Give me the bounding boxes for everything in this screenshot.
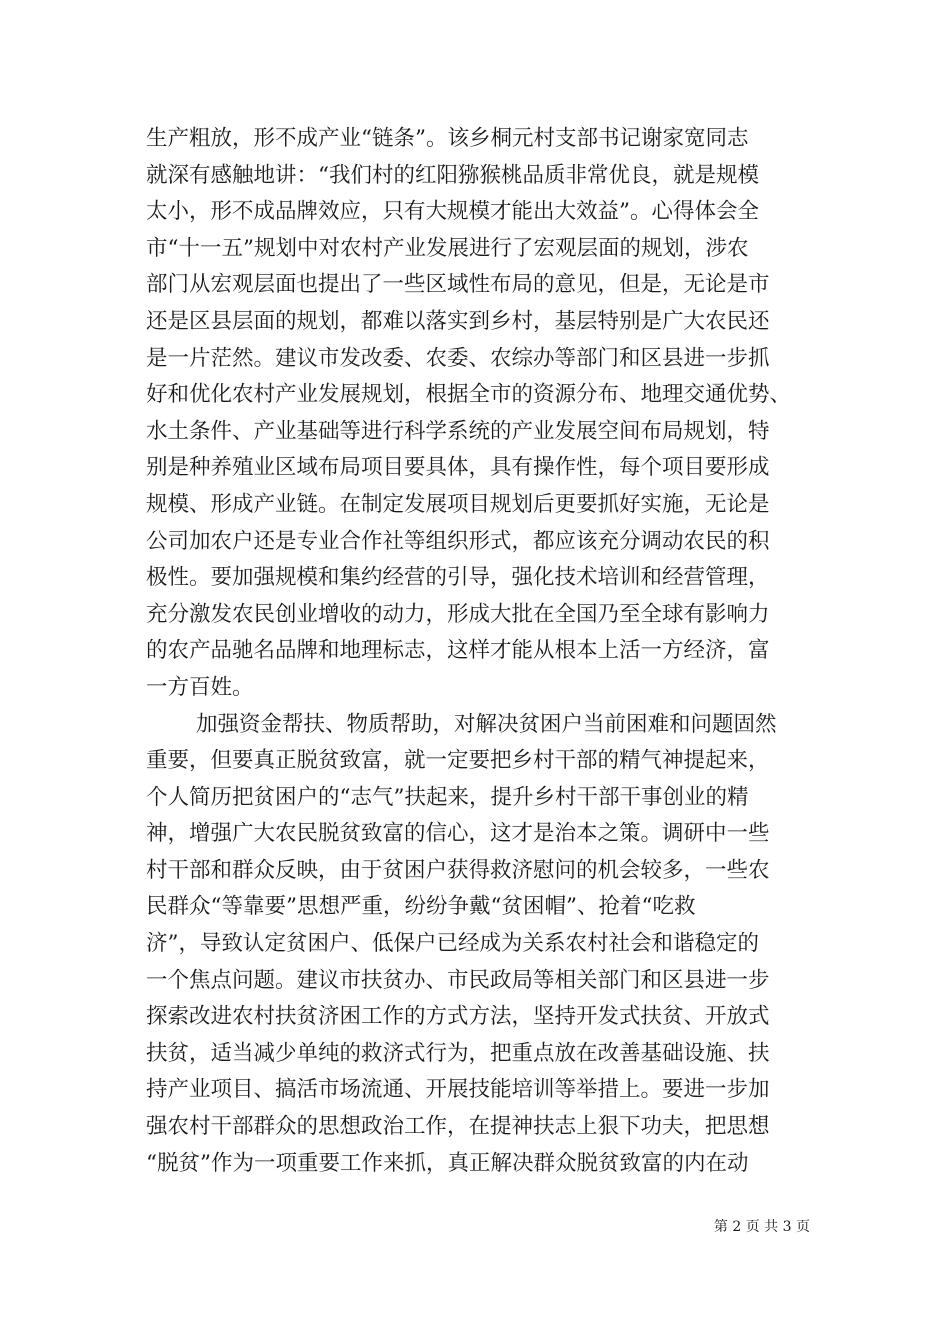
paragraph-start-line: 加强资金帮扶、物质帮助，对解决贫困户当前困难和问题固然 bbox=[196, 711, 777, 737]
text-line: 一个焦点问题。建议市扶贫办、市民政局等相关部门和区县进一步 bbox=[146, 967, 770, 993]
text-line: 极性。要加强规模和集约经营的引导，强化技术培训和经营管理， bbox=[146, 565, 770, 591]
text-line: 一方百姓。 bbox=[146, 674, 254, 700]
text-line: 公司加农户还是专业合作社等组织形式，都应该充分调动农民的积 bbox=[146, 528, 770, 554]
text-line: 市“十一五”规划中对农村产业发展进行了宏观层面的规划，涉农 bbox=[146, 235, 749, 261]
text-line: 充分激发农民创业增收的动力，形成大批在全国乃至全球有影响力 bbox=[146, 601, 770, 627]
text-line: 的农产品驰名品牌和地理标志，这样才能从根本上活一方经济，富 bbox=[146, 638, 770, 664]
text-line: 扶贫，适当减少单纯的救济式行为，把重点放在改善基础设施、扶 bbox=[146, 1040, 770, 1066]
text-line: 是一片茫然。建议市发改委、农委、农综办等部门和区县进一步抓 bbox=[146, 345, 770, 371]
page-number-footer: 第 2 页 共 3 页 bbox=[713, 1219, 810, 1235]
text-line: 水土条件、产业基础等进行科学系统的产业发展空间布局规划，特 bbox=[146, 418, 770, 444]
text-line: “脱贫”作为一项重要工作来抓，真正解决群众脱贫致富的内在动 bbox=[146, 1150, 749, 1176]
text-line: 神，增强广大农民脱贫致富的信心，这才是治本之策。调研中一些 bbox=[146, 821, 770, 847]
text-line: 就深有感触地讲：“我们村的红阳猕猴桃品质非常优良，就是规模 bbox=[146, 162, 759, 188]
body-text bbox=[146, 121, 810, 1182]
text-line: 太小，形不成品牌效应，只有大规模才能出大效益”。心得体会全 bbox=[146, 199, 759, 225]
text-line: 个人简历把贫困户的“志气”扶起来，提升乡村干部干事创业的精 bbox=[146, 784, 749, 810]
text-line: 民群众“等靠要”思想严重，纷纷争戴“贫困帽”、抢着“吃救 bbox=[146, 894, 696, 920]
text-line: 别是种养殖业区域布局项目要具体，具有操作性，每个项目要形成 bbox=[146, 455, 770, 481]
text-line: 济”，导致认定贫困户、低保户已经成为关系农村社会和谐稳定的 bbox=[146, 931, 759, 957]
text-line: 重要，但要真正脱贫致富，就一定要把乡村干部的精气神提起来， bbox=[146, 748, 770, 774]
text-line: 持产业项目、搞活市场流通、开展技能培训等举措上。要进一步加 bbox=[146, 1077, 770, 1103]
text-line: 还是区县层面的规划，都难以落实到乡村，基层特别是广大农民还 bbox=[146, 308, 770, 334]
text-line: 部门从宏观层面也提出了一些区域性布局的意见，但是，无论是市 bbox=[146, 272, 770, 298]
text-line: 规模、形成产业链。在制定发展项目规划后更要抓好实施，无论是 bbox=[146, 491, 770, 517]
text-line: 生产粗放，形不成产业“链条”。该乡桐元村支部书记谢家宽同志 bbox=[146, 126, 749, 151]
text-line: 强农村干部群众的思想政治工作，在提神扶志上狠下功夫，把思想 bbox=[146, 1114, 770, 1140]
text-line: 好和优化农村产业发展规划，根据全市的资源分布、地理交通优势、 bbox=[146, 382, 792, 408]
text-line: 村干部和群众反映，由于贫困户获得救济慰问的机会较多，一些农 bbox=[146, 857, 770, 883]
text-line: 探索改进农村扶贫济困工作的方式方法，坚持开发式扶贫、开放式 bbox=[146, 1004, 770, 1030]
